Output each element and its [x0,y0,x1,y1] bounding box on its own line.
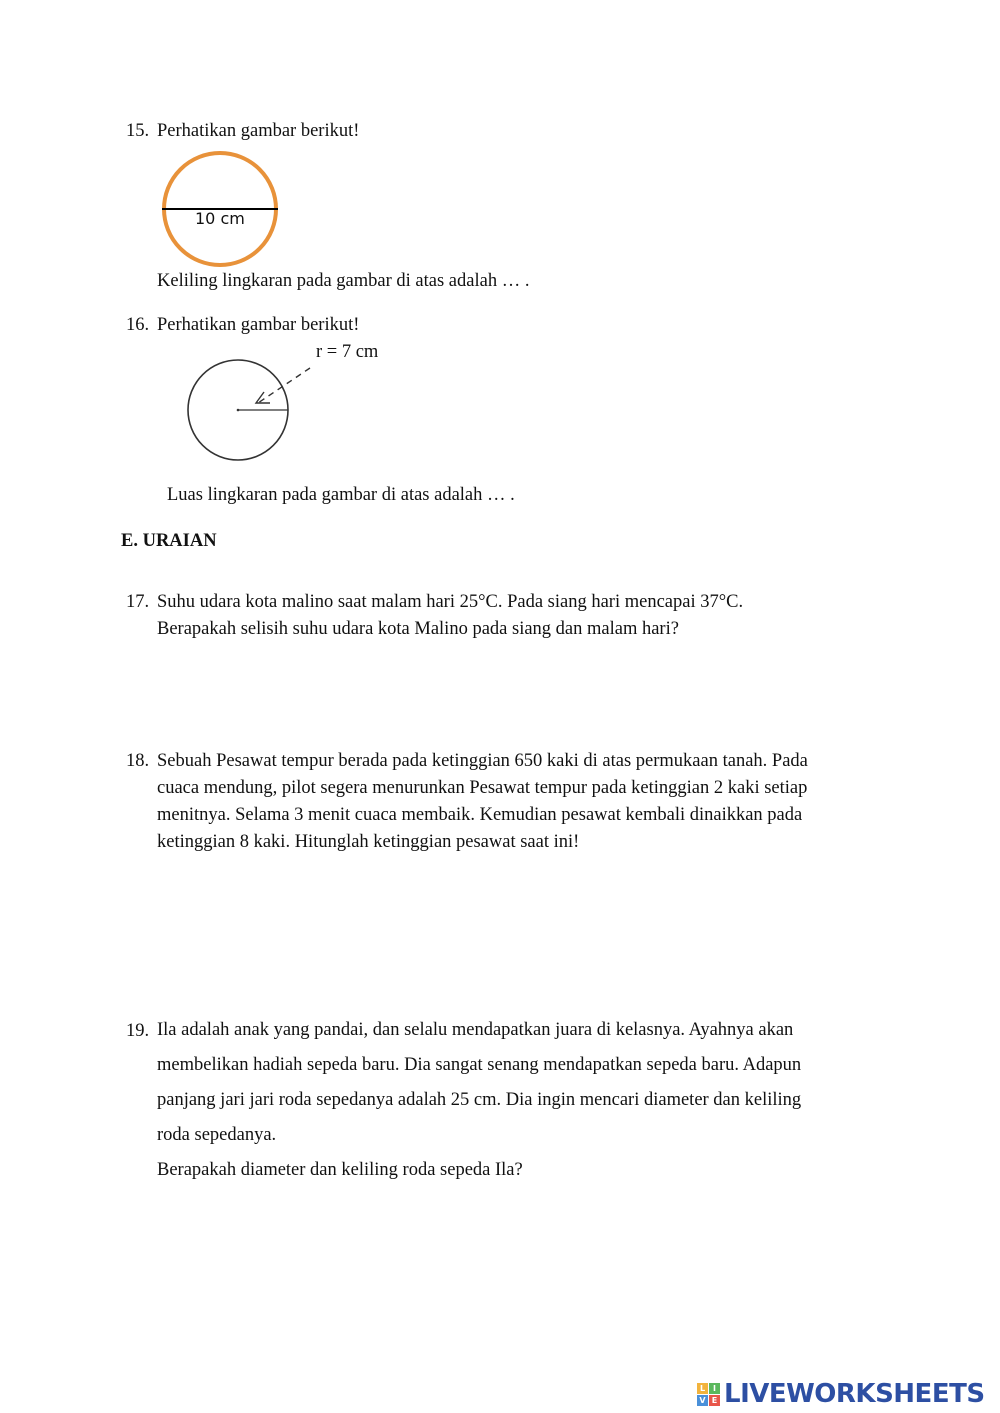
q18-text [157,748,808,856]
q17-line: Suhu udara kota malino saat malam hari 25°C. Pada siang hari mencapai 37°C. [157,592,744,612]
q16-circle-figure [180,355,320,465]
brand-mark-icon [697,1383,720,1406]
q18-line: ketinggian 8 kaki. Hitunglah ketinggian pesawat saat ini! [157,832,580,852]
q18-line: menitnya. Selama 3 menit cuaca membaik. Kemudian pesawat kembali dinaikkan pada [157,805,803,825]
section-title: E. URAIAN [121,531,217,551]
brand-mark-tile: V [697,1395,708,1406]
brand-mark-tile: E [709,1395,720,1406]
q16-question: Luas lingkaran pada gambar di atas adalah … . [167,485,515,505]
q18-number: 18. [126,751,150,771]
q17-number: 17. [126,592,150,612]
brand-name: LIVEWORKSHEETS [724,1379,985,1409]
q15-question: Keliling lingkaran pada gambar di atas adalah … . [157,271,530,291]
q19-line: panjang jari jari roda sepedanya adalah 25 cm. Dia ingin mencari diameter dan keliling [157,1090,802,1110]
q17-line: Berapakah selisih suhu udara kota Malino pada siang dan malam hari? [157,619,679,639]
q15-number: 15. [126,121,150,141]
q18-line: Sebuah Pesawat tempur berada pada ketinggian 650 kaki di atas permukaan tanah. Pada [157,751,808,771]
q16-radius-label: r = 7 cm [316,342,379,362]
q15-prompt: Perhatikan gambar berikut! [157,121,360,141]
q16-arrow-head [256,392,270,403]
q16-number: 16. [126,315,150,335]
q17-text [157,589,743,643]
q19-line: membelikan hadiah sepeda baru. Dia sangat senang mendapatkan sepeda baru. Adapun [157,1055,802,1075]
liveworksheets-logo [697,1379,985,1409]
q16-pointer-line [258,368,310,403]
q19-line: Ila adalah anak yang pandai, dan selalu mendapatkan juara di kelasnya. Ayahnya akan [157,1020,794,1040]
q15-diameter-label: 10 cm [195,209,245,228]
q19-number: 19. [126,1021,150,1041]
q19-line: roda sepedanya. [157,1125,277,1145]
q19-text [157,1013,879,1188]
q18-line: cuaca mendung, pilot segera menurunkan Pesawat tempur pada ketinggian 2 kaki setiap [157,778,808,798]
brand-mark-tile: L [697,1383,708,1394]
q19-question: Berapakah diameter dan keliling roda sepeda Ila? [157,1160,523,1180]
q16-prompt: Perhatikan gambar berikut! [157,315,360,335]
brand-mark-tile: I [709,1383,720,1394]
